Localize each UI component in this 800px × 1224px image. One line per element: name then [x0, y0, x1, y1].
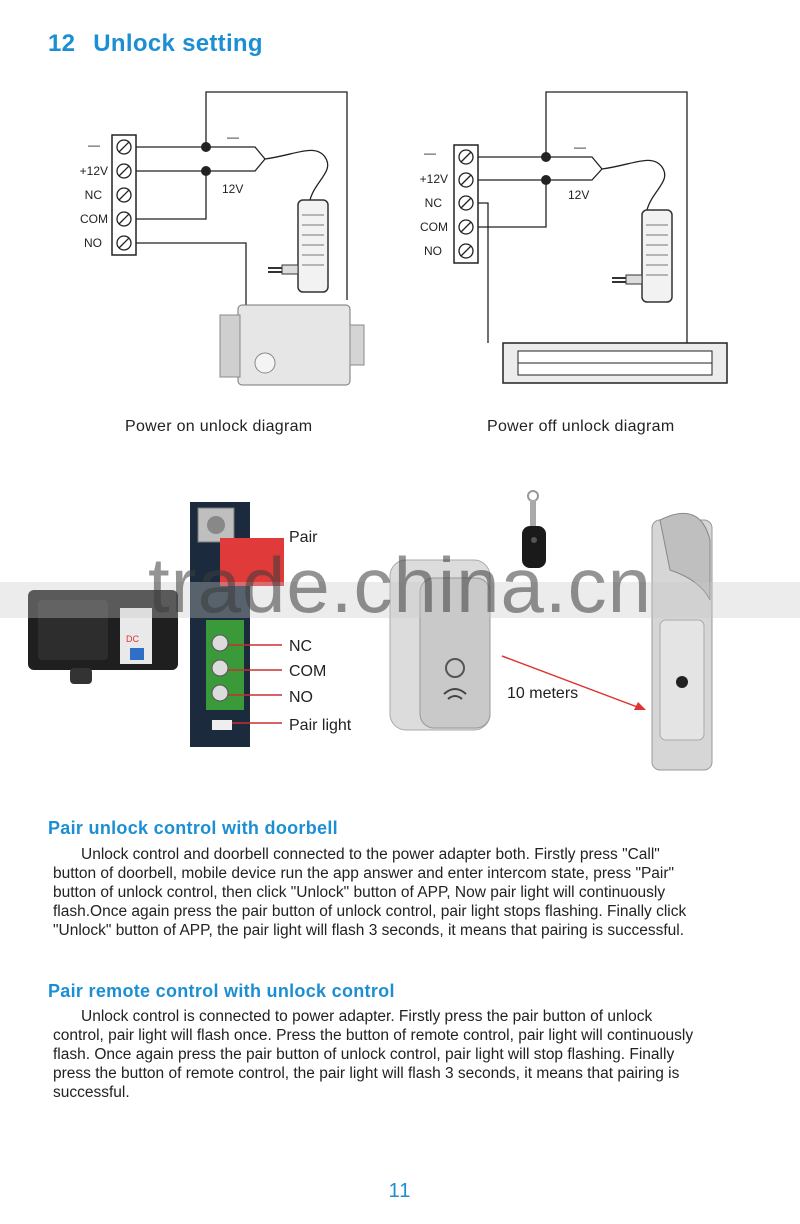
diagram-caption-power-on: Power on unlock diagram [125, 418, 313, 435]
power-off-wiring-diagram [400, 85, 740, 395]
terminal-label: +12V [419, 172, 448, 186]
pair-light-label: Pair light [289, 717, 352, 734]
magnetic-lock-icon [503, 343, 727, 383]
section-body-doorbell [53, 845, 703, 940]
nc-label: NC [289, 638, 313, 655]
distance-label: 10 meters [507, 685, 579, 702]
power-adapter-icon [612, 210, 672, 302]
com-label: COM [289, 663, 327, 680]
terminal-label: COM [420, 220, 448, 234]
terminal-label: NC [84, 188, 102, 202]
wire-minus-label: — [227, 130, 239, 144]
pair-light-led [212, 720, 232, 730]
section-body-remote [53, 1007, 703, 1102]
wire-minus-label: — [574, 140, 586, 154]
electric-lock-icon [220, 305, 364, 385]
watermark: trade.china.cn [148, 541, 652, 629]
dc-label: DC [126, 634, 139, 644]
power-adapter-icon [268, 200, 328, 292]
wire-12v-label: 12V [222, 182, 244, 196]
paragraph: Unlock control is connected to power adapter. Firstly press the pair button of unlock control, pair light will flash once. Press the button of remote control, pair light will continuously flash. Once again press the pair button of unlock control, pair light will stop flashing. Finally press the button of remote control, the pair light will flash 3 seconds, it means that pairing is successful. [53, 1008, 694, 1101]
wire-12v-label: 12V [568, 188, 590, 202]
section-title: Unlock setting [93, 30, 263, 57]
terminal-label: — [424, 146, 436, 160]
terminal-label: COM [80, 212, 108, 226]
diagram-caption-power-off: Power off unlock diagram [487, 418, 675, 435]
terminal-label: NO [84, 236, 102, 250]
paragraph: Unlock control and doorbell connected to the power adapter both. Firstly press "Call" button of doorbell, mobile device run the app answer and enter intercom state, press "Pair" button of unlock control, then click "Unlock" button of APP, Now pair light will continuously flash.Once again press the pair button of unlock control, pair light stops flashing. Finally click "Unlock" button of APP, the pair light will flash 3 seconds, it means that pairing is successful. [53, 846, 687, 939]
no-label: NO [289, 689, 313, 706]
terminal-label: NO [424, 244, 442, 258]
page-number: 11 [388, 1180, 412, 1202]
section-heading-remote: Pair remote control with unlock control [48, 981, 395, 1001]
pair-label: Pair [289, 529, 318, 546]
page-title [48, 30, 263, 58]
terminal-label: — [88, 138, 100, 152]
section-heading-doorbell: Pair unlock control with doorbell [48, 818, 338, 838]
terminal-label: +12V [79, 164, 108, 178]
section-number: 12 [48, 30, 76, 57]
terminal-label: NC [424, 196, 442, 210]
power-on-wiring-diagram [60, 85, 380, 395]
